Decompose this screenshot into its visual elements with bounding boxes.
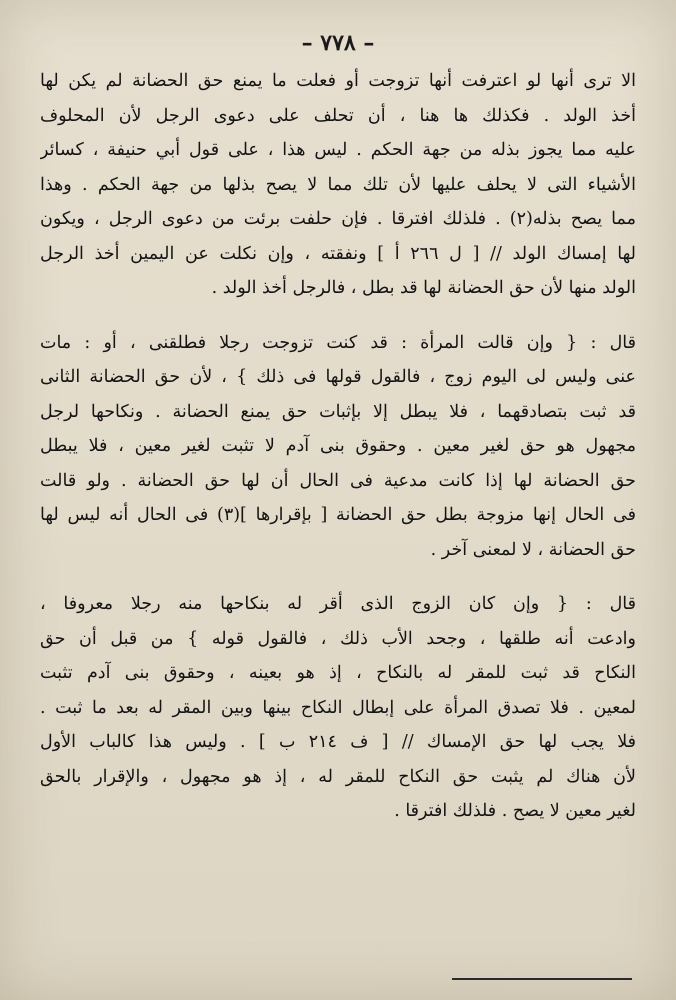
text-line: عنى وليس لى اليوم زوج ، فالقول قولها فى ذلك } ، لأن حق الحضانة الثانى xyxy=(40,367,636,387)
text-line: أخذ الولد . فكذلك ها هنا ، أن تحلف على دعوى الرجل لأن المحلوف xyxy=(40,105,636,126)
text-line: مجهول هو حق لغير معين . وحقوق بنى آدم لا تثبت لغير معين ، فلا يبطل xyxy=(40,436,636,456)
text-line: قال : { وإن كان الزوج الذى أقر له بنكاحها منه رجلا معروفا ، xyxy=(40,594,636,614)
paragraph-1 xyxy=(40,64,636,306)
text-line: الا ترى أنها لو اعترفت أنها تزوجت أو فعلت ما يمنع حق الحضانة لم يكن لها xyxy=(40,71,636,91)
text-line: قال : { وإن قالت المرأة : قد كنت تزوجت رجلا فطلقنى ، أو : مات xyxy=(40,332,636,353)
paragraph-3 xyxy=(40,587,636,829)
text-line: النكاح قد ثبت للمقر له بالنكاح ، إذ هو بعينه ، وحقوق بنى آدم تثبت xyxy=(40,663,636,683)
body-text xyxy=(40,64,636,829)
paragraph-2 xyxy=(40,326,636,568)
text-line: فلا يجب لها حق الإمساك // [ ف ٢١٤ ب ] . وليس هذا كالباب الأول xyxy=(40,732,636,752)
text-line: لغير معين لا يصح . فلذلك افترقا . xyxy=(394,801,636,821)
text-line: الأشياء التى لا يحلف عليها لأن تلك مما لا يصح بذلها من جهة الحكم . وهذا xyxy=(40,174,636,195)
text-line: لأن هناك لم يثبت حق النكاح للمقر له ، إذ هو مجهول ، والإقرار بالحق xyxy=(40,766,636,787)
text-line: الولد منها لأن حق الحضانة لها قد بطل ، فالرجل أخذ الولد . xyxy=(211,278,636,298)
text-line: فى الحال إنها مزوجة بطل حق الحضانة [ بإقرارها ](٣) فى الحال أنه ليس لها xyxy=(40,505,636,525)
text-line: لمعين . فلا تصدق المرأة على إبطال النكاح بينها وبين المقر له بعد ما ثبت . xyxy=(40,697,636,718)
text-line: حق الحضانة ، لا لمعنى آخر . xyxy=(430,539,636,560)
text-line: حق الحضانة لها إذا كانت مدعية فى الحال أن لها حق الحضانة . ولو قالت xyxy=(40,470,636,491)
text-line: وادعت أنه طلقها ، وجحد الأب ذلك ، فالقول قوله } من قبل أن حق xyxy=(40,628,636,649)
page-number: – ٧٧٨ – xyxy=(301,30,375,56)
text-line: لها إمساك الولد // [ ل ٢٦٦ أ ] ونفقته ، وإن نكلت عن اليمين أخذ الرجل xyxy=(40,243,636,264)
footnote-divider xyxy=(452,978,632,980)
text-line: عليه مما يجوز بذله من جهة الحكم . ليس هذا ، على قول أبي حنيفة ، كسائر xyxy=(40,140,636,160)
text-line: قد ثبت بتصادقهما ، فلا يبطل إلا بإثبات حق يمنع الحضانة . ونكاحها لرجل xyxy=(40,401,636,422)
text-line: مما يصح بذله(٢) . فلذلك افترقا . فإن حلفت برئت من دعوى الرجل ، ويكون xyxy=(40,209,636,229)
